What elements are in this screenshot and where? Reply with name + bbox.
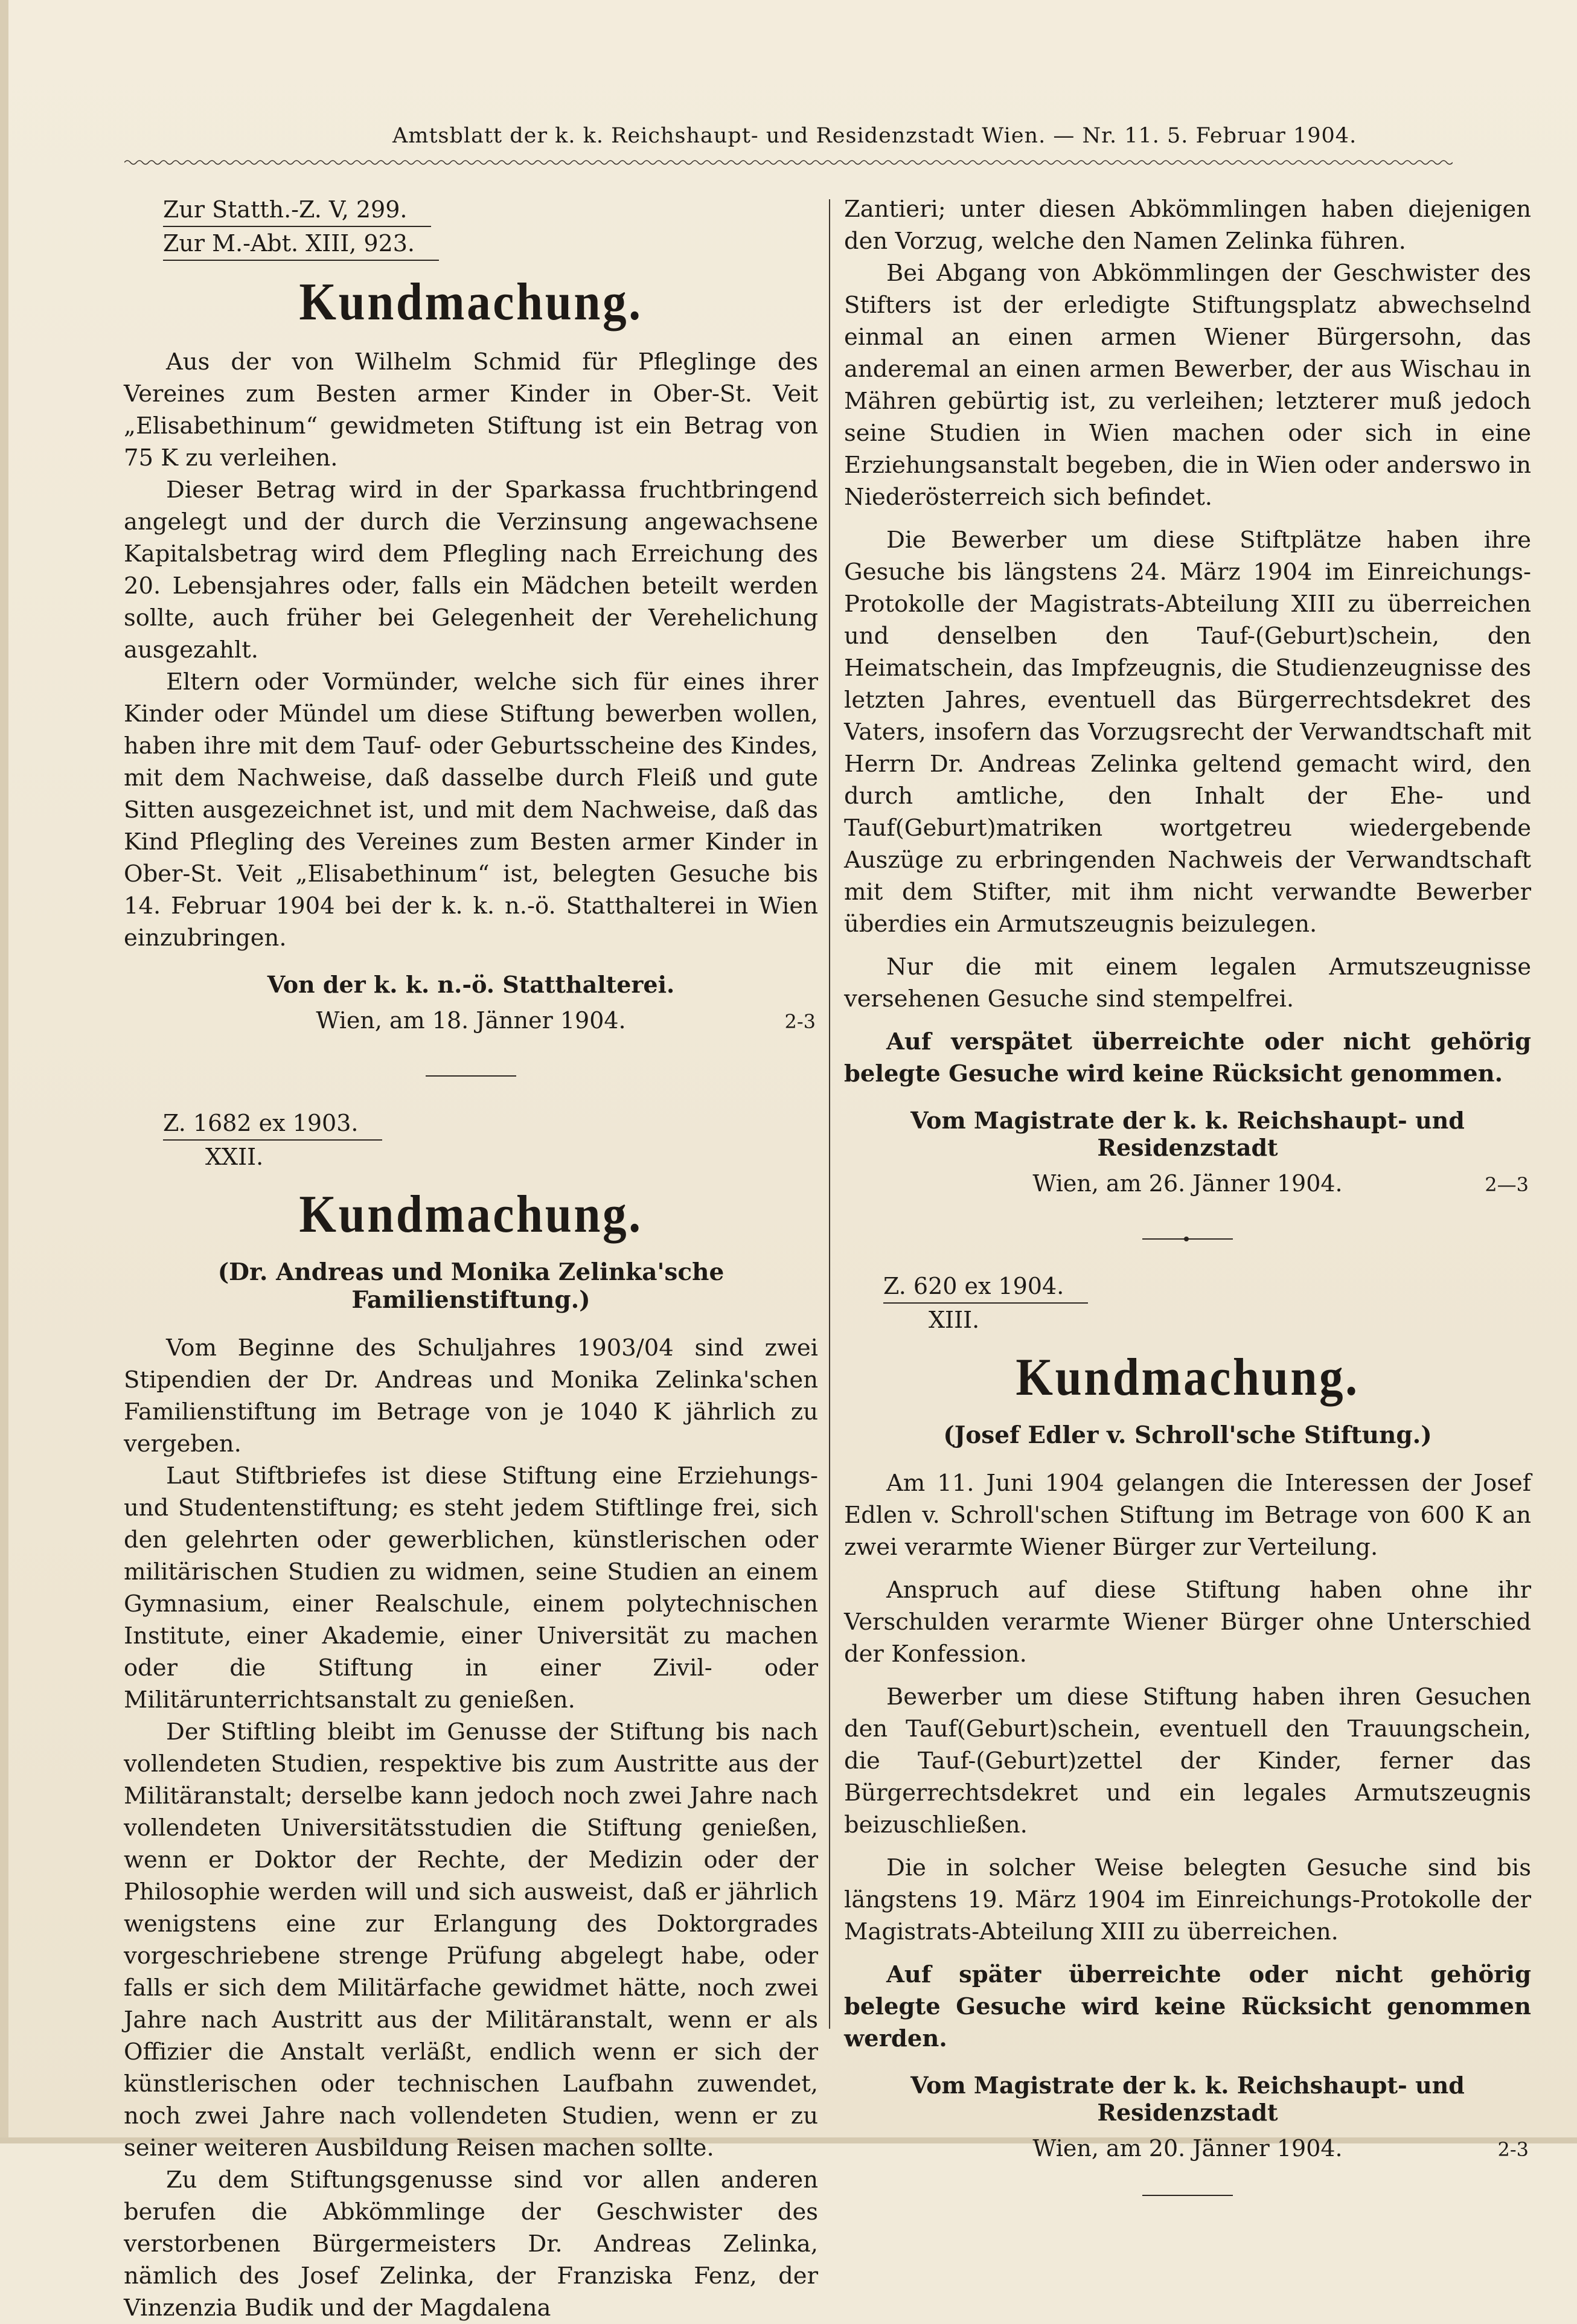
notice2-warning: Auf verspätet überreichte oder nicht gehörig belegte Gesuche wird keine Rücksicht genommen. [844, 1028, 1531, 1087]
notice2-continuation: Bei Abgang von Abkömmlingen der Geschwister des Stifters ist der erledigte Stiftungsplatz abwechselnd einmal an einen armen Wiener Bürgersohn, das anderemal an einen armen Bewerber, der aus Wischau in Mähren gebürtig ist, zu verleihen; letzterer muß jedoch seine Studien in Wien machen oder sich in eine Erziehungsanstalt begeben, die in Wien oder anderswo in Niederösterreich sich befindet. [844, 260, 1531, 511]
end-separator [1142, 2195, 1233, 2196]
notice1-date: Wien, am 18. Jänner 1904. [316, 1007, 626, 1034]
header-wavy-rule [124, 158, 1453, 167]
notice2-subtitle: (Dr. Andreas und Monika Zelinka'sche Familienstiftung.) [217, 1258, 725, 1314]
notice1-paragraph: Aus der von Wilhelm Schmid für Pfleglinge des Vereines zum Besten armer Kinder in Ober-St. Veit „Elisabethinum“ gewidmeten Stiftung ist ein Betrag von 75 K zu verleihen. [124, 348, 818, 472]
notice1-dateline [124, 1004, 818, 1037]
notice3-reference-1: Z. 620 ex 1904. [844, 1270, 1531, 1304]
notice2-dateline [844, 1167, 1531, 1200]
notice1-count: 2-3 [784, 1010, 816, 1033]
notice-separator [1142, 1238, 1233, 1240]
notice3-paragraph: Die in solcher Weise belegten Gesuche sind bis längstens 19. März 1904 im Einreichungs-Protokolle der Magistrats-Abteilung XIII zu überreichen. [844, 1854, 1531, 1945]
notice3-paragraph: Am 11. Juni 1904 gelangen die Interessen der Josef Edlen v. Schroll'schen Stiftung im Betrage von 600 K an zwei verarmte Wiener Bürger zur Verteilung. [844, 1470, 1531, 1561]
notice2-paragraph: Der Stiftling bleibt im Genusse der Stiftung bis nach vollendeten Studien, respektive bis zum Austritte aus der Militäranstalt; derselbe kann jedoch noch zwei Jahre nach vollendeten Universitätsstudien die Stiftung genießen, wenn er Doktor der Rechte, der Medizin oder der Philosophie werden will und sich ausweist, daß er jährlich wenigstens eine zur Erlangung des Doktorgrades vorgeschriebene strenge Prüfung abgelegt habe, oder falls er sich dem Militärfache gewidmet hätte, noch zwei Jahre nach Austritt aus der Militäranstalt, wenn er als Offizier die Anstalt verläßt, endlich wenn er sich der künstlerischen oder technischen Laufbahn zuwendet, noch zwei Jahre nach vollendeten Studien, wenn er zu seiner weiteren Ausbildung Reisen machen sollte. [124, 1718, 818, 2162]
notice3-paragraph: Anspruch auf diese Stiftung haben ohne ihr Verschulden verarmte Wiener Bürger ohne Unterschied der Konfession. [844, 1577, 1531, 1668]
notice3-subtitle: (Josef Edler v. Schroll'sche Stiftung.) [943, 1421, 1432, 1449]
notice2-paragraph: Zu dem Stiftungsgenusse sind vor allen anderen berufen die Abkömmlinge der Geschwister des verstorbenen Bürgermeisters Dr. Andreas Zelinka, nämlich des Josef Zelinka, der Franziska Fenz, der Vinzenzia Budik und der Magdalena [124, 2166, 818, 2322]
notice1-reference-1: Zur Statth.-Z. V, 299. [124, 193, 818, 227]
notice3-date: Wien, am 20. Jänner 1904. [1032, 2135, 1343, 2162]
notice1-reference-2: Zur M.-Abt. XIII, 923. [124, 227, 818, 261]
notice2-continuation: Zantieri; unter diesen Abkömmlingen haben diejenigen den Vorzug, welche den Namen Zelinka führen. [844, 196, 1531, 255]
notice1-paragraph: Eltern oder Vormünder, welche sich für eines ihrer Kinder oder Mündel um diese Stiftung bewerben wollen, haben ihre mit dem Tauf- oder Geburtsscheine des Kindes, mit dem Nachweise, daß dasselbe durch Fleiß und gute Sitten ausgezeichnet ist, und mit dem Nachweise, daß das Kind Pflegling des Vereines zum Besten armer Kinder in Ober-St. Veit „Elisabethinum“ ist, belegten Gesuche bis 14. Februar 1904 bei der k. k. n.-ö. Statthalterei in Wien einzubringen. [124, 668, 818, 952]
running-header: Amtsblatt der k. k. Reichshaupt- und Residenzstadt Wien. — Nr. 11. 5. Februar 1904. [392, 124, 1357, 148]
notice2-reference-2: XXII. [205, 1144, 264, 1170]
notice1-authority: Von der k. k. n.-ö. Statthalterei. [267, 971, 675, 998]
right-column [844, 193, 1531, 2226]
notice2-title: Kundmachung. [299, 1185, 643, 1244]
notice3-warning: Auf später überreichte oder nicht gehörig belegte Gesuche wird keine Rücksicht genommen werden. [844, 1961, 1531, 2052]
notice3-authority: Vom Magistrate der k. k. Reichshaupt- und Residenzstadt [910, 2072, 1465, 2126]
notice2-paragraph: Vom Beginne des Schuljahres 1903/04 sind zwei Stipendien der Dr. Andreas und Monika Zelinka'schen Familienstiftung im Betrage von je 1040 K jährlich zu vergeben. [124, 1334, 818, 1458]
notice3-paragraph: Bewerber um diese Stiftung haben ihren Gesuchen den Tauf(Geburt)schein, eventuell den Trauungschein, die Tauf-(Geburt)zettel der Kinder, ferner das Bürgerrechtsdekret und ein legales Armutszeugnis beizuschließen. [844, 1683, 1531, 1839]
notice2-count: 2—3 [1485, 1173, 1529, 1196]
page-edge-left [0, 0, 8, 2143]
notice-separator [426, 1075, 516, 1077]
column-divider [829, 199, 830, 2029]
left-column [124, 193, 818, 2324]
notice2-reference-1: Z. 1682 ex 1903. [124, 1107, 818, 1141]
notice3-reference-2: XIII. [929, 1307, 980, 1333]
notice2-continuation: Nur die mit einem legalen Armutszeugnisse versehenen Gesuche sind stempelfrei. [844, 953, 1531, 1013]
notice3-title: Kundmachung. [1016, 1348, 1360, 1407]
notice2-date: Wien, am 26. Jänner 1904. [1032, 1170, 1343, 1197]
notice2-continuation: Die Bewerber um diese Stiftplätze haben ihre Gesuche bis längstens 24. März 1904 im Einreichungs-Protokolle der Magistrats-Abteilung XIII zu überreichen und denselben den Tauf-(Geburt)schein, den Heimatschein, das Impfzeugnis, die Studienzeugnisse des letzten Jahres, eventuell das Bürgerrechtsdekret des Vaters, insofern das Vorzugsrecht der Verwandtschaft mit Herrn Dr. Andreas Zelinka geltend gemacht wird, den durch amtliche, den Inhalt der Ehe- und Tauf(Geburt)matriken wortgetreu wiedergebende Auszüge zu erbringenden Nachweis der Verwandtschaft mit dem Stifter, mit ihm nicht verwandte Bewerber überdies ein Armutszeugnis beizulegen. [844, 527, 1531, 938]
notice3-dateline [844, 2132, 1531, 2165]
notice2-authority: Vom Magistrate der k. k. Reichshaupt- und Residenzstadt [910, 1107, 1465, 1161]
notice1-title: Kundmachung. [299, 273, 643, 331]
notice2-paragraph: Laut Stiftbriefes ist diese Stiftung eine Erziehungs- und Studentenstiftung; es steht jedem Stiftlinge frei, sich den gelehrten oder gewerblichen, künstlerischen oder militärischen Studien zu widmen, seine Studien an einem Gymnasium, einer Realschule, einem polytechnischen Institute, einer Akademie, einer Universität zu machen oder die Stiftung in einer Zivil- oder Militärunterrichtsanstalt zu genießen. [124, 1462, 818, 1714]
notice3-count: 2-3 [1497, 2138, 1529, 2161]
notice1-paragraph: Dieser Betrag wird in der Sparkassa fruchtbringend angelegt und der durch die Verzinsung angewachsene Kapitalsbetrag wird dem Pflegling nach Erreichung des 20. Lebensjahres oder, falls ein Mädchen beteilt werden sollte, auch früher bei Gelegenheit der Verehelichung ausgezahlt. [124, 476, 818, 664]
